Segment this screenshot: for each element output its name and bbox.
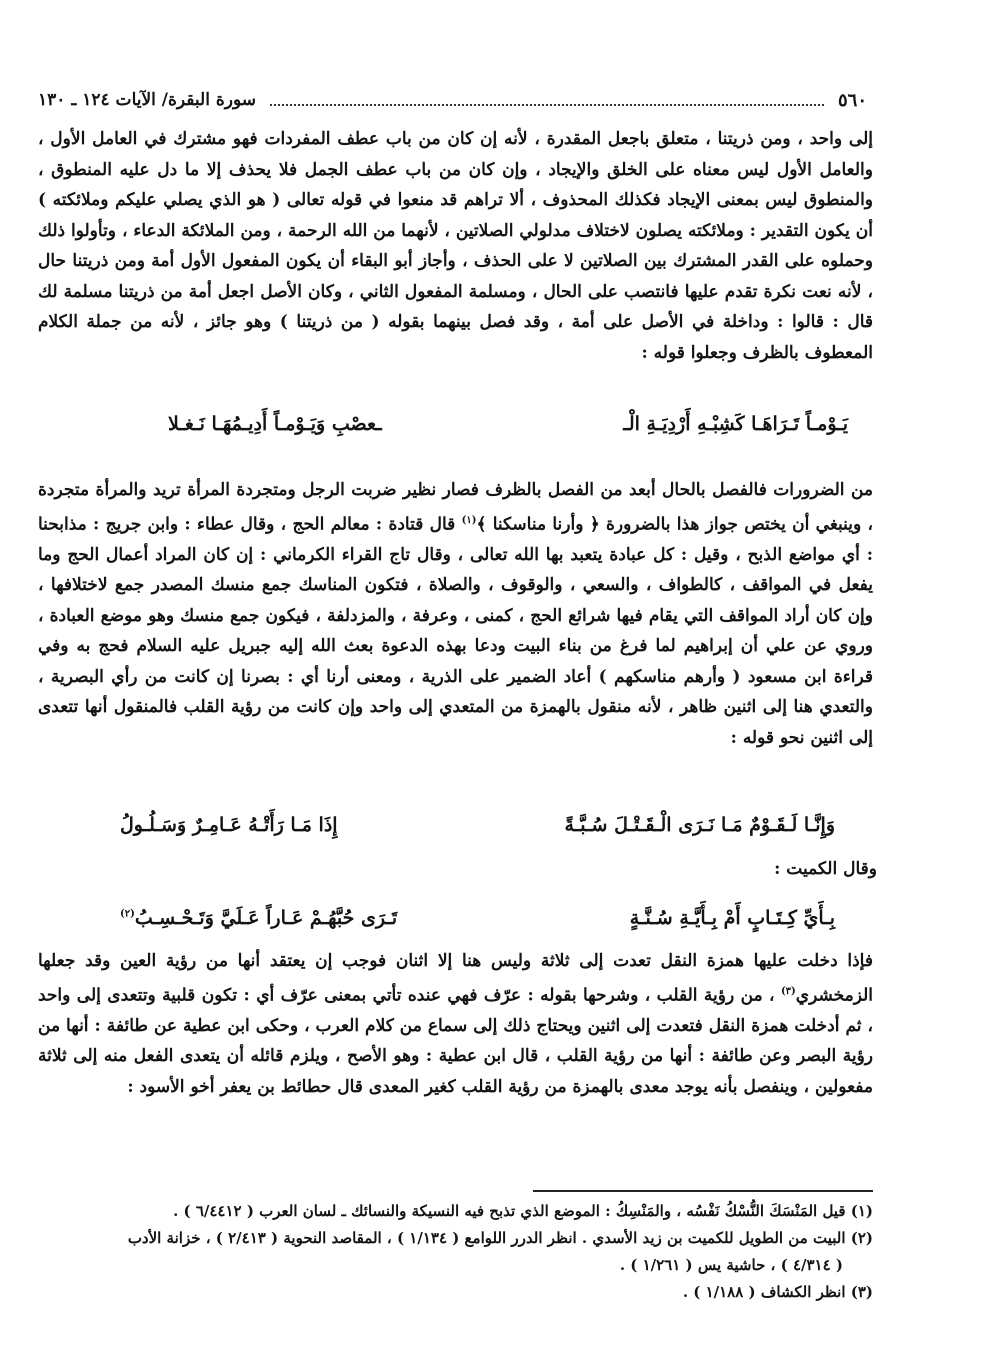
footnote-separator [533, 1190, 873, 1192]
paragraph-3-part-b: ، من رؤية القلب ، وشرحها بقوله : عرّف فهي عنده تأتي بمعنى عرّف أي : تكون قلبية وتتعدى إلى واحد ، ثم أدخلت همزة النقل فتعدت إلى اثنين ويحتاج ذلك إلى سماع من كلام العرب ، وحكى ابن عطية عن طائفة : أنها من رؤية البصر وعن طائفة : أنها من رؤية القلب ، قال ابن عطية : وهو الأصح ، ويلزم قائله أن يتعدى الفعل منه إلى ثلاثة مفعولين ، وينفصل بأنه يوجد معدى بالهمزة من رؤية القلب كغير المعدى قال حطائط بن يعفر أخو الأسود : [38, 985, 873, 1097]
verse-2-first-hemistich: وَإِنَّـا لَـقَـوْمٌ مَـا نَـرَى الْـقَـتْـلَ سُـبَّـةً [564, 814, 835, 836]
footnote-marker-1: (١) [461, 514, 477, 526]
verse-3-second-hemistich-wrap [120, 907, 397, 929]
footnote-3: (٣) انظر الكشاف ( ١/١٨٨ ) . [682, 1283, 873, 1301]
verse-1 [168, 404, 848, 444]
paragraph-1: إلى واحد ، ومن ذريتنا ، متعلق باجعل المقدرة ، لأنه إن كان من باب عطف المفردات فهو مشترك في العامل الأول ، والعامل الأول ليس معناه على الخلق والإيجاد ، وإن كان من باب عطف الجمل فلا يحذف إلا ما دل عليه المنطوق ، والمنطوق ليس بمعنى الإيجاد فكذلك المحذوف ، ألا تراهم قد منعوا في قوله تعالى ( هو الذي يصلي عليكم وملائكته ) أن يكون التقدير : وملائكته يصلون لاختلاف مدلولي الصلاتين ، لأنهما من الله الرحمة ، ومن الملائكة الدعاء ، وتأولوا ذلك وحملوه على القدر المشترك بين الصلاتين لا على الحذف ، وأجاز أبو البقاء أن يكون المفعول الأول أمة ومن ذريتنا حال ، لأنه نعت نكرة تقدم عليها فانتصب على الحال ، ومسلمة المفعول الثاني ، وكان الأصل اجعل أمة من ذريتنا مسلمة لك قال : قالوا : وداخلة في الأصل على أمة ، وقد فصل بينهما بقوله ( من ذريتنا ) وهو جائز ، لأنه من جملة الكلام المعطوف بالظرف وجعلوا قوله : [38, 129, 874, 363]
verse-2 [120, 805, 835, 845]
footnote-2: (٢) البيت من الطويل للكميت بن زيد الأسدي . انظر الدرر اللوامع ( ١/١٣٤ ) ، المقاصد النحوية ( ٢/٤١٣ ) ، خزانة الأدب [127, 1229, 873, 1247]
paragraph-2 [38, 475, 873, 753]
footnote-1: (١) قيل المَنْسَكَ النُّسْكُ نَفْسُه ، والمَنْسِكُ : الموضع الذي تذبح فيه النسيكة والنسائك ـ لسان العرب ( ٦/٤٤١٢ ) . [173, 1202, 873, 1220]
verse-3 [120, 898, 835, 938]
verse-1-first-hemistich: يَـوْمـاً تَـرَاهَـا كَشِبْـهِ أَرْدِيَـةِ الْـ [623, 413, 848, 435]
paragraph-2-part-a: من الضرورات فالفصل بالحال أبعد من الفصل بالظرف فصار نظير ضربت الرجل ومتجردة المرأة تريد والمرأة متجردة ، وينبغي أن يختص جواز هذا بالضرورة ﴿ وأرنا مناسكنا ﴾ [38, 480, 874, 535]
footnotes [113, 1198, 873, 1306]
verse-3-intro: وقال الكميت : [774, 859, 877, 879]
header-dotted-leader [270, 104, 824, 106]
footnote-marker-3: (٣) [780, 985, 796, 997]
verse-2-second-hemistich: إِذَا مَـا رَأَتْـهُ عَـامِـرٌ وَسَـلُـولُ [120, 814, 338, 836]
paragraph-2-part-b: قال قتادة : معالم الحج ، وقال عطاء : وابن جريج : مذابحنا : أي مواضع الذبح ، وقيل : كل عبادة يتعبد بها الله تعالى ، وقال تاج القراء الكرماني : إن كان المراد أعمال الحج وما يفعل في المواقف ، كالطواف ، والسعي ، والوقوف ، والصلاة ، فتكون المناسك جمع منسك المصدر جمع لاختلافها ، وإن كان أراد المواقف التي يقام فيها شرائع الحج ، كمنى ، وعرفة ، والمزدلفة ، فيكون جمع منسك وهو موضع العبادة ، وروي عن علي أن إبراهيم لما فرغ من بناء البيت ودعا بهذه الدعوة بعث الله إليه جبريل عليه السلام فحج به وفي قراءة ابن مسعود ( وأرهم مناسكهم ) أعاد الضمير على الذرية ، ومعنى أرنا أي : بصرنا إن كانت من رأي البصرية ، والتعدي هنا إلى اثنين ظاهر ، لأنه منقول بالهمزة من المتعدي إلى واحد وإن كانت من رؤية القلب فالمنقول أنها تتعدى إلى اثنين نحو قوله : [38, 514, 873, 748]
verse-1-second-hemistich: ـعصْبِ وَيَـوْمـاً أَدِيـمُهَـا نَـغـلا [168, 413, 382, 435]
page-number: ٥٦٠ [837, 89, 867, 111]
running-header [38, 88, 867, 112]
paragraph-3-part-a: فإذا دخلت عليها همزة النقل تعدت إلى ثلاثة وليس هنا إلا اثنان فوجب إن يعتقد أنها من رؤية العين وقد جعلها الزمخشري [38, 951, 873, 1006]
paragraph-3 [38, 946, 873, 1102]
footnote-2-continuation: ( ٤/٣١٤ ) ، حاشية يس ( ١/٢٦١ ) . [619, 1256, 843, 1274]
verse-3-second-hemistich: تَـرَى حُبَّهُـمْ عَـاراً عَـلَيَّ وَتَـحْـسِـبُ [134, 907, 398, 929]
footnote-marker-2: (٢) [120, 908, 135, 920]
verse-3-first-hemistich: بِـأَيِّ كِـتَـابٍ أَمْ بِـأَيَّـةِ سُـنَّـةٍ [629, 907, 835, 929]
header-title: سورة البقرة/ الآيات ١٢٤ ـ ١٣٠ [38, 90, 256, 110]
